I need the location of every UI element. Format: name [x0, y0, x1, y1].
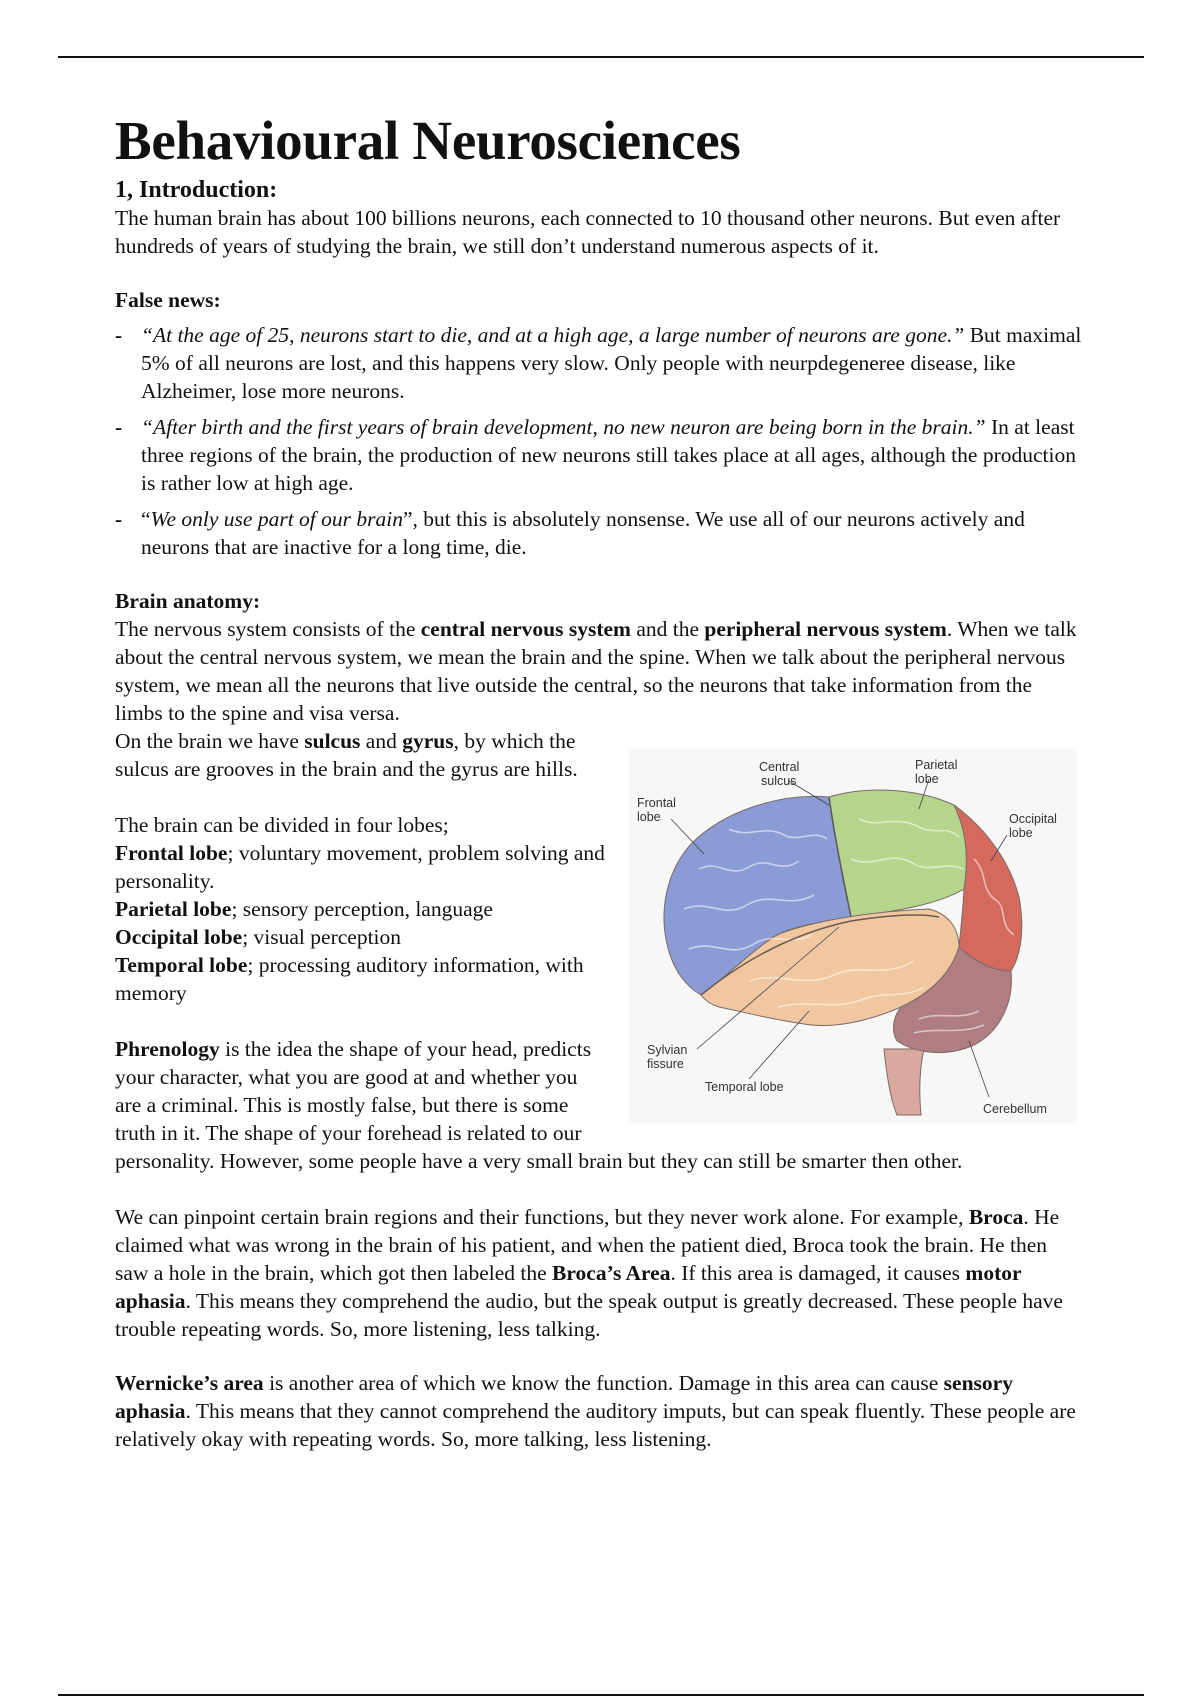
anatomy-heading: Brain anatomy:: [115, 589, 261, 614]
false-news-heading: False news:: [115, 288, 221, 313]
false-news-rest: ”, but this is absolutely nonsense. We use all of our neurons actively and neurons that are inactive for a long time, die.: [141, 507, 1025, 560]
text-run: . When we talk about the central nervous system, we mean the brain and the spine. When we talk about the peripheral nervous system, we mean all the neurons that live outside the central, so the neurons that take information from the limbs to the spine and visa versa.: [115, 617, 1077, 726]
text-run: . If this area is damaged, it causes: [670, 1261, 966, 1286]
label-frontal-1: Frontal: [637, 796, 676, 811]
term-sensory-aphasia: sensory aphasia: [115, 1371, 1013, 1424]
text-run: and the: [630, 617, 705, 642]
label-central-sulcus-1: Central: [759, 760, 800, 775]
false-news-rest: In at least three regions of the brain, the production of new neurons still takes place at all ages, although the production is rather low at high age.: [141, 415, 1076, 496]
text-run: and: [360, 729, 403, 754]
text-run: , by which the sulcus are grooves in the brain and the gyrus are hills.: [115, 729, 578, 782]
false-news-open-quote: “: [141, 507, 151, 532]
term-phrenology: Phrenology: [115, 1037, 220, 1062]
false-news-list: [115, 321, 1085, 561]
lobe-name: Temporal lobe: [115, 953, 248, 978]
parietal-lobe-shape: [829, 790, 967, 917]
term-central-nervous-system: central nervous system: [420, 617, 631, 642]
text-run: We can pinpoint certain brain regions and their functions, but they never work alone. For example,: [115, 1205, 969, 1230]
label-occipital-2: lobe: [1009, 826, 1033, 841]
term-wernickes-area: Wernicke’s area: [115, 1371, 264, 1396]
wernicke-paragraph: [115, 1369, 1085, 1453]
label-parietal-2: lobe: [915, 772, 939, 787]
intro-text: The human brain has about 100 billions neurons, each connected to 10 thousand other neurons. But even after hundreds of years of studying the brain, we still don’t understand numerous aspects of it.: [115, 206, 1061, 259]
label-temporal-lobe: Temporal lobe: [705, 1080, 784, 1095]
lobe-desc: ; sensory perception, language: [231, 897, 493, 922]
false-news-quote: “At the age of 25, neurons start to die, and at a high age, a large number of neurons are gone.”: [141, 323, 965, 348]
false-news-item: [115, 505, 1085, 561]
label-cerebellum: Cerebellum: [983, 1102, 1047, 1117]
top-rule: [58, 56, 1144, 58]
lobe-desc: ; processing auditory information, with memory: [115, 953, 584, 1006]
lobes-intro: The brain can be divided in four lobes;: [115, 813, 449, 838]
broca-paragraph: [115, 1203, 1085, 1343]
term-sulcus: sulcus: [304, 729, 361, 754]
lobe-name: Occipital lobe: [115, 925, 243, 950]
false-news-item: [115, 413, 1085, 497]
label-occipital-1: Occipital: [1009, 812, 1057, 827]
label-parietal-1: Parietal: [915, 758, 958, 773]
text-run: The nervous system consists of the: [115, 617, 421, 642]
nervous-system-paragraph: [115, 615, 1085, 727]
label-central-sulcus-2: sulcus: [761, 774, 797, 789]
brain-stem-shape: [884, 1049, 924, 1115]
label-sylvian-1: Sylvian: [647, 1043, 688, 1058]
term-peripheral-nervous-system: peripheral nervous system: [704, 617, 947, 642]
term-brocas-area: Broca’s Area: [552, 1261, 671, 1286]
brain-diagram: [629, 749, 1077, 1123]
term-broca: Broca: [968, 1205, 1024, 1230]
false-news-quote: We only use part of our brain: [150, 507, 403, 532]
text-run: . This means they comprehend the audio, but the speak output is greatly decreased. These people have trouble repeating words. So, more listening, less talking.: [115, 1289, 1063, 1342]
text-run: is another area of which we know the function. Damage in this area can cause: [263, 1371, 944, 1396]
text-run: is the idea the shape of your head, predicts your character, what you are good at and whether you are a criminal. This is mostly false, but there is some truth in it. The shape of your forehead is related to our personality. However, some people have a very small brain but they can still be smarter then other.: [115, 1037, 963, 1174]
term-motor-aphasia: motor aphasia: [115, 1261, 1022, 1314]
leader-line: [749, 1011, 809, 1079]
intro-heading: 1, Introduction:: [115, 176, 278, 203]
bottom-rule: [58, 1694, 1144, 1696]
lobe-name: Parietal lobe: [115, 897, 232, 922]
lobe-desc: ; visual perception: [242, 925, 402, 950]
text-run: . This means that they cannot comprehend the auditory imputs, but can speak fluently. These people are relatively okay with repeating words. So, more talking, less listening.: [115, 1399, 1076, 1452]
false-news-item: [115, 321, 1085, 405]
term-gyrus: gyrus: [402, 729, 454, 754]
page-title: Behavioural Neurosciences: [115, 110, 741, 171]
brain-lobes-figure: [629, 749, 1077, 1123]
leader-line: [969, 1041, 989, 1097]
label-frontal-2: lobe: [637, 810, 661, 825]
lobe-desc: ; voluntary movement, problem solving and personality.: [115, 841, 605, 894]
false-news-rest: But maximal 5% of all neurons are lost, and this happens very slow. Only people with neurpdegeneree disease, like Alzheimer, lose more neurons.: [141, 323, 1082, 404]
label-sylvian-2: fissure: [647, 1057, 684, 1072]
document-page: [115, 110, 1085, 1453]
false-news-quote: “After birth and the first years of brain development, no new neuron are being born in the brain.”: [141, 415, 986, 440]
text-run: . He claimed what was wrong in the brain of his patient, and when the patient died, Broca took the brain. He then saw a hole in the brain, which got then labeled the: [115, 1205, 1060, 1286]
lobe-name: Frontal lobe: [115, 841, 228, 866]
text-run: On the brain we have: [115, 729, 305, 754]
